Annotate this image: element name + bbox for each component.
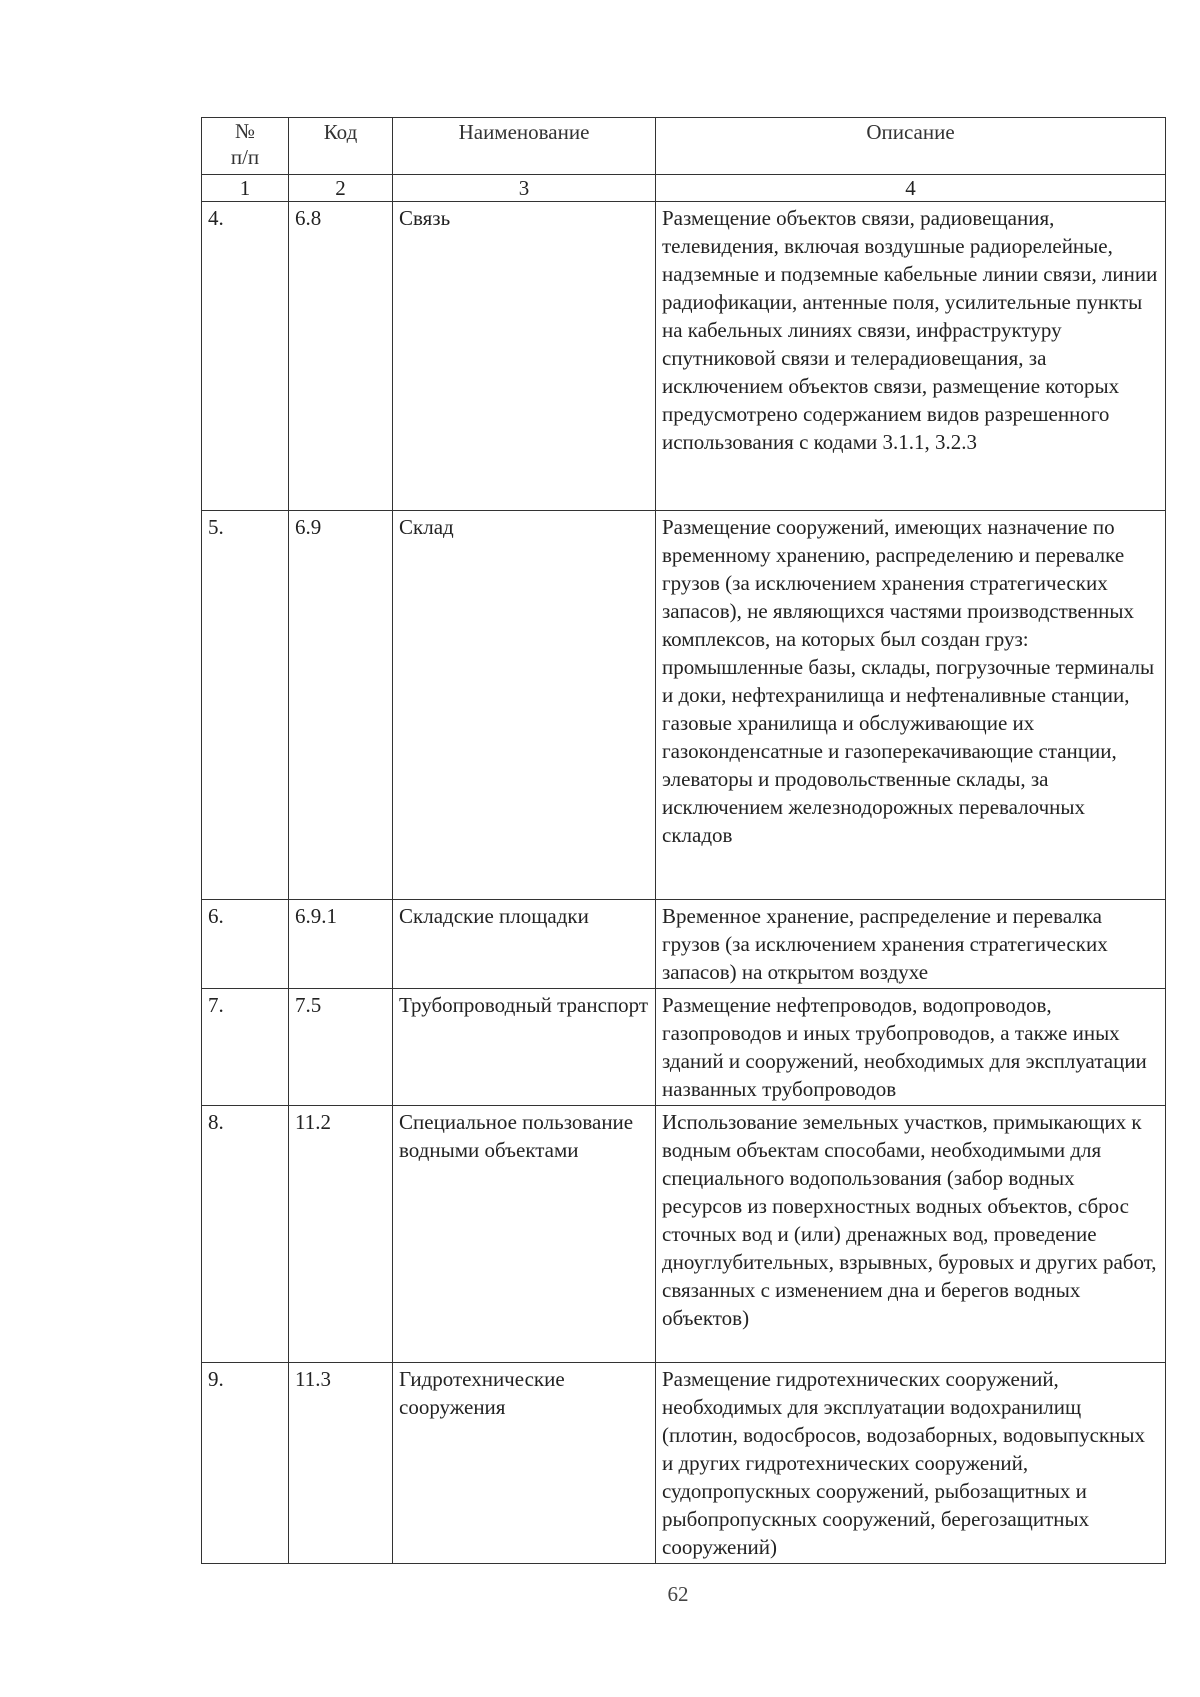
header-description: Описание	[656, 118, 1166, 175]
row-name: Гидротехнические сооружения	[393, 1363, 656, 1564]
row-description: Временное хранение, распределение и перевалка грузов (за исключением хранения стратегических запасов) на открытом воздухе	[656, 900, 1166, 989]
page-number: 62	[667, 1582, 689, 1606]
table-row	[202, 202, 1166, 511]
table-header-row	[202, 118, 1166, 175]
row-code: 6.8	[289, 202, 393, 511]
row-name: Трубопроводный транспорт	[393, 989, 656, 1106]
row-name: Специальное пользование водными объектами	[393, 1106, 656, 1363]
header-num-line2: п/п	[230, 145, 260, 169]
row-name: Складские площадки	[393, 900, 656, 989]
column-number: 4	[656, 175, 1166, 202]
land-use-table	[201, 117, 1166, 1564]
table-row	[202, 1363, 1166, 1564]
column-number: 2	[289, 175, 393, 202]
row-code: 6.9	[289, 511, 393, 900]
table-row	[202, 1106, 1166, 1363]
header-code: Код	[289, 118, 393, 175]
row-number: 4.	[202, 202, 289, 511]
row-number: 5.	[202, 511, 289, 900]
row-code: 6.9.1	[289, 900, 393, 989]
header-num-line1: №	[234, 119, 256, 143]
row-number: 9.	[202, 1363, 289, 1564]
row-code: 11.2	[289, 1106, 393, 1363]
row-number: 8.	[202, 1106, 289, 1363]
row-number: 6.	[202, 900, 289, 989]
row-code: 7.5	[289, 989, 393, 1106]
row-description: Размещение гидротехнических сооружений, необходимых для эксплуатации водохранилищ (плотин, водосбросов, водозаборных, водовыпускных и других гидротехнических сооружений, судопропускных сооружений, рыбозащитных и рыбопропускных сооружений, берегозащитных сооружений)	[656, 1363, 1166, 1564]
row-name: Связь	[393, 202, 656, 511]
row-description: Использование земельных участков, примыкающих к водным объектам способами, необходимыми для специального водопользования (забор водных ресурсов из поверхностных водных объектов, сброс сточных вод и (или) дренажных вод, проведение дноуглубительных, взрывных, буровых и других работ, связанных с изменением дна и берегов водных объектов)	[656, 1106, 1166, 1363]
table-row	[202, 900, 1166, 989]
column-number: 1	[202, 175, 289, 202]
row-name: Склад	[393, 511, 656, 900]
table-row	[202, 989, 1166, 1106]
column-number: 3	[393, 175, 656, 202]
table-row	[202, 511, 1166, 900]
header-num	[202, 118, 289, 175]
row-description: Размещение объектов связи, радиовещания, телевидения, включая воздушные радиорелейные, надземные и подземные кабельные линии связи, линии радиофикации, антенные поля, усилительные пункты на кабельных линиях связи, инфраструктуру спутниковой связи и телерадиовещания, за исключением объектов связи, размещение которых предусмотрено содержанием видов разрешенного использования с кодами 3.1.1, 3.2.3	[656, 202, 1166, 511]
row-description: Размещение сооружений, имеющих назначение по временному хранению, распределению и перевалке грузов (за исключением хранения стратегических запасов), не являющихся частями производственных комплексов, на которых был создан груз: промышленные базы, склады, погрузочные терминалы и доки, нефтехранилища и нефтеналивные станции, газовые хранилища и обслуживающие их газоконденсатные и газоперекачивающие станции, элеваторы и продовольственные склады, за исключением железнодорожных перевалочных складов	[656, 511, 1166, 900]
row-number: 7.	[202, 989, 289, 1106]
row-description: Размещение нефтепроводов, водопроводов, газопроводов и иных трубопроводов, а также иных зданий и сооружений, необходимых для эксплуатации названных трубопроводов	[656, 989, 1166, 1106]
column-number-row	[202, 175, 1166, 202]
header-name: Наименование	[393, 118, 656, 175]
row-code: 11.3	[289, 1363, 393, 1564]
